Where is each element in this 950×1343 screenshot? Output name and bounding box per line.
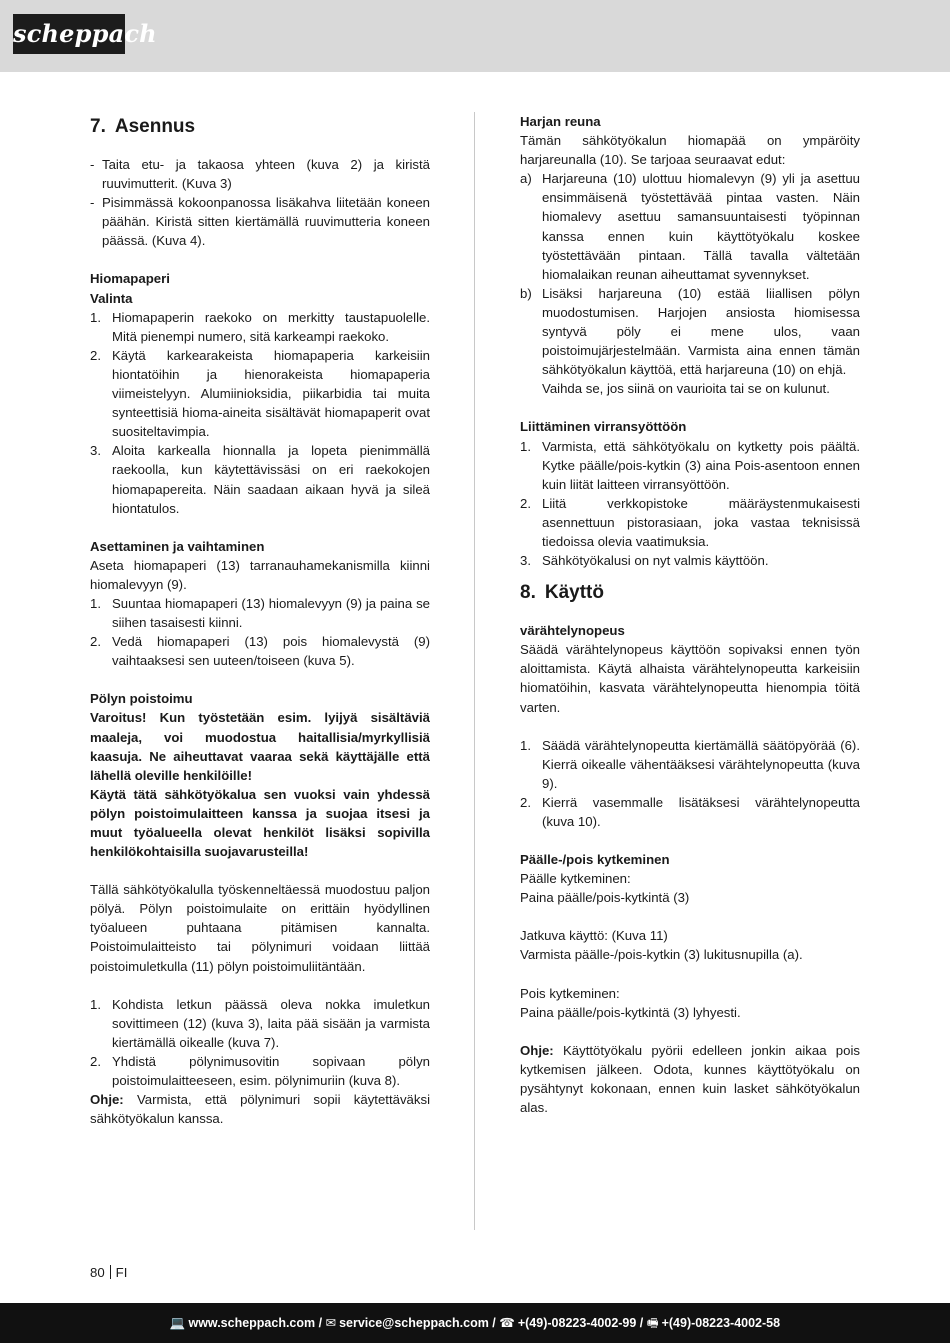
list-item: 2. Vedä hiomapaperi (13) pois hiomalevystä (9) vaihtaaksesi sen uuteen/toiseen (kuva 5).: [90, 634, 430, 669]
page-header: [0, 0, 950, 72]
phone-icon: ☎: [499, 1316, 515, 1330]
fax-icon: 🖷: [646, 1316, 659, 1330]
mail-icon: ✉: [325, 1316, 337, 1330]
list-item: 3. Aloita karkealla hionnalla ja lopeta pienimmällä raekoolla, kun käytettävissäsi on eri raekokojen hiomapapereita. Näin saadaan aikaan hyvä ja sileä hiontatulos.: [90, 443, 430, 516]
paragraph: Paina päälle/pois-kytkintä (3): [520, 890, 690, 906]
list-item: a) Harjareuna (10) ulottuu hiomalevyn (9) yli ja asettuu ensimmäisenä työstettävää pintaa vasten. Näin hiomalevy asettuu samansuuntaisesti työpinnan kanssa ennen kuin käyttötyökalu koskee työstettävään pintaan. Tällä tavalla vältetään hiomalaikan reunan aiheuttamat syvennykset.: [520, 171, 860, 282]
paragraph: Tällä sähkötyökalulla työskenneltäessä muodostuu paljon pölyä. Pölyn poistoimulaite on erittäin hyödyllinen työalueen puhtaana pitämisen kannalta. Poistoimulaitteisto tai pölynimuri voidaan liittää poistoimuletkulla (11) pölyn poistoimuliitäntään.: [90, 882, 430, 974]
heading-kytkeminen: Päälle-/pois kytkeminen: [520, 852, 670, 868]
note-paragraph: Ohje: Käyttötyökalu pyörii edelleen jonkin aikaa pois kytkemisen jälkeen. Odota, kunnes käyttötyökalu on pysähtynyt kokonaan, ennen kuin lasket sähkötyökalun alas.: [520, 1042, 860, 1116]
column-divider: [474, 112, 475, 1230]
footer-fax: +(49)-08223-4002-58: [661, 1316, 781, 1330]
list-item: - Pisimmässä kokoonpanossa lisäkahva liitetään koneen päähän. Kiristä sitten kiertämällä ruuvimutteria koneen päässä. (Kuva 4).: [90, 195, 430, 249]
footer-mail: service@scheppach.com /: [339, 1316, 496, 1330]
heading-hiomapaperi: Hiomapaperi: [90, 271, 170, 287]
warning-text: Varoitus! Kun työstetään esim. lyijyä sisältäviä maaleja, voi muodostua haitallisia/myrkyllisiä kaasuja. Ne aiheuttavat vaaraa sekä käyttäjälle että lähellä oleville henkilöille!: [90, 710, 430, 783]
paragraph: Paina päälle/pois-kytkintä (3) lyhyesti.: [520, 1004, 741, 1020]
paragraph: Aseta hiomapaperi (13) tarranauhamekanismilla kiinni hiomalevyyn (9).: [90, 557, 430, 592]
page-number: 80 FI: [90, 1265, 128, 1280]
paragraph: Jatkuva käyttö: (Kuva 11): [520, 928, 668, 944]
list-item: 1. Varmista, että sähkötyökalu on kytketty pois päältä. Kytke päälle/pois-kytkin (3) aina Pois-asentoon ennen kuin liität laitteen virransyöttöön.: [520, 438, 860, 492]
heading-valinta: Valinta: [90, 290, 133, 306]
heading-harjan-reuna: Harjan reuna: [520, 114, 601, 129]
list-item: 2. Yhdistä pölynimusovitin sopivaan pölyn poistoimulaitteeseen, esim. pölynimuriin (kuva 8).: [90, 1053, 430, 1089]
heading-polyn-poistoimu: Pölyn poistoimu: [90, 691, 193, 707]
list-item: Vaihda se, jos siinä on vaurioita tai se on kulunut.: [542, 381, 830, 397]
right-column: [520, 112, 860, 1117]
paragraph: Päälle kytkeminen:: [520, 871, 631, 887]
list-item: 1. Suuntaa hiomapaperi (13) hiomalevyyn (9) ja paina se siihen tasaisesti kiinni.: [90, 595, 430, 631]
computer-icon: 💻: [169, 1316, 186, 1330]
heading-varahtelynopeus: värähtelynopeus: [520, 623, 625, 639]
list-item: b) Lisäksi harjareuna (10) estää liiallisen pölyn muodostumisen. Harjojen ansiosta hiomisessa syntyvä pöly ei mene ulos, vaan poistoimujärjestelmään. Varmista aina ennen tämän sähkötyökalun käyttöä, että harjareuna (10) on ehjä.: [520, 285, 860, 378]
section-title-kaytto: 8. Käyttö: [520, 582, 604, 604]
paragraph: Tämän sähkötyökalun hiomapää on ympäröity harjareunalla (10). Se tarjoaa seuraavat edut:: [520, 133, 860, 168]
list-item: 2. Kierrä vasemmalle lisätäksesi värähtelynopeutta (kuva 10).: [520, 794, 860, 829]
list-item: 2. Käytä karkearakeista hiomapaperia karkeisiin hiontatöihin ja hienorakeista hiomapaperia viimeistelyyn. Alumiinioksidia, piikarbidia tai muita synteettisiä hioma-aineita sisältävät hiomapaperit ovat suositeltavimpia.: [90, 347, 430, 440]
list-item: 1. Hiomapaperin raekoko on merkitty taustapuolelle. Mitä pienempi numero, sitä karkeampi raekoko.: [90, 309, 430, 344]
list-item: 2. Liitä verkkopistoke määräystenmukaisesti asennettuun pistorasiaan, joka vastaa teknisissä tiedoissa olevia vaatimuksia.: [520, 495, 860, 549]
list-item: - Taita etu- ja takaosa yhteen (kuva 2) ja kiristä ruuvimutterit. (Kuva 3): [90, 157, 430, 192]
footer-phone: +(49)-08223-4002-99 /: [517, 1316, 644, 1330]
scheppach-logo: scheppach: [13, 14, 125, 54]
list-item: 3. Sähkötyökalusi on nyt valmis käyttöön.: [520, 553, 769, 569]
paragraph: Säädä värähtelynopeus käyttöön sopivaksi ennen työn aloittamista. Käytä alhaista värähtelynopeutta karkeisiin hiomatöihin, kasvata värähtelynopeutta hienompia töitä varten.: [520, 642, 860, 715]
heading-liittaminen: Liittäminen virransyöttöön: [520, 419, 687, 435]
paragraph: Pois kytkeminen:: [520, 985, 620, 1001]
section-title-asennus: 7. Asennus: [90, 116, 196, 137]
list-item: 1. Kohdista letkun päässä oleva nokka imuletkun sovittimeen (12) (kuva 3), laita pää sisään ja varmista kiertämällä oikealle (kuva 7).: [90, 996, 430, 1050]
note-paragraph: Ohje: Varmista, että pölynimuri sopii käytettäväksi sähkötyökalun kanssa.: [90, 1092, 430, 1127]
warning-text: Käytä tätä sähkötyökalua sen vuoksi vain yhdessä pölyn poistoimulaitteen kanssa ja suojaa itsesi ja muut työalueella olevat henkilöt lisäksi sopivilla henkilökohtaisilla suojavarusteilla!: [90, 786, 430, 860]
list-item: 1. Säädä värähtelynopeutta kiertämällä säätöpyörää (6). Kierrä oikealle vähentääksesi värähtelynopeutta (kuva 9).: [520, 737, 860, 791]
paragraph: Varmista päälle-/pois-kytkin (3) lukitusnupilla (a).: [520, 947, 803, 963]
page-footer: [0, 1303, 950, 1343]
heading-asettaminen: Asettaminen ja vaihtaminen: [90, 538, 265, 554]
footer-web: www.scheppach.com /: [188, 1316, 323, 1330]
left-column: [90, 112, 430, 1128]
